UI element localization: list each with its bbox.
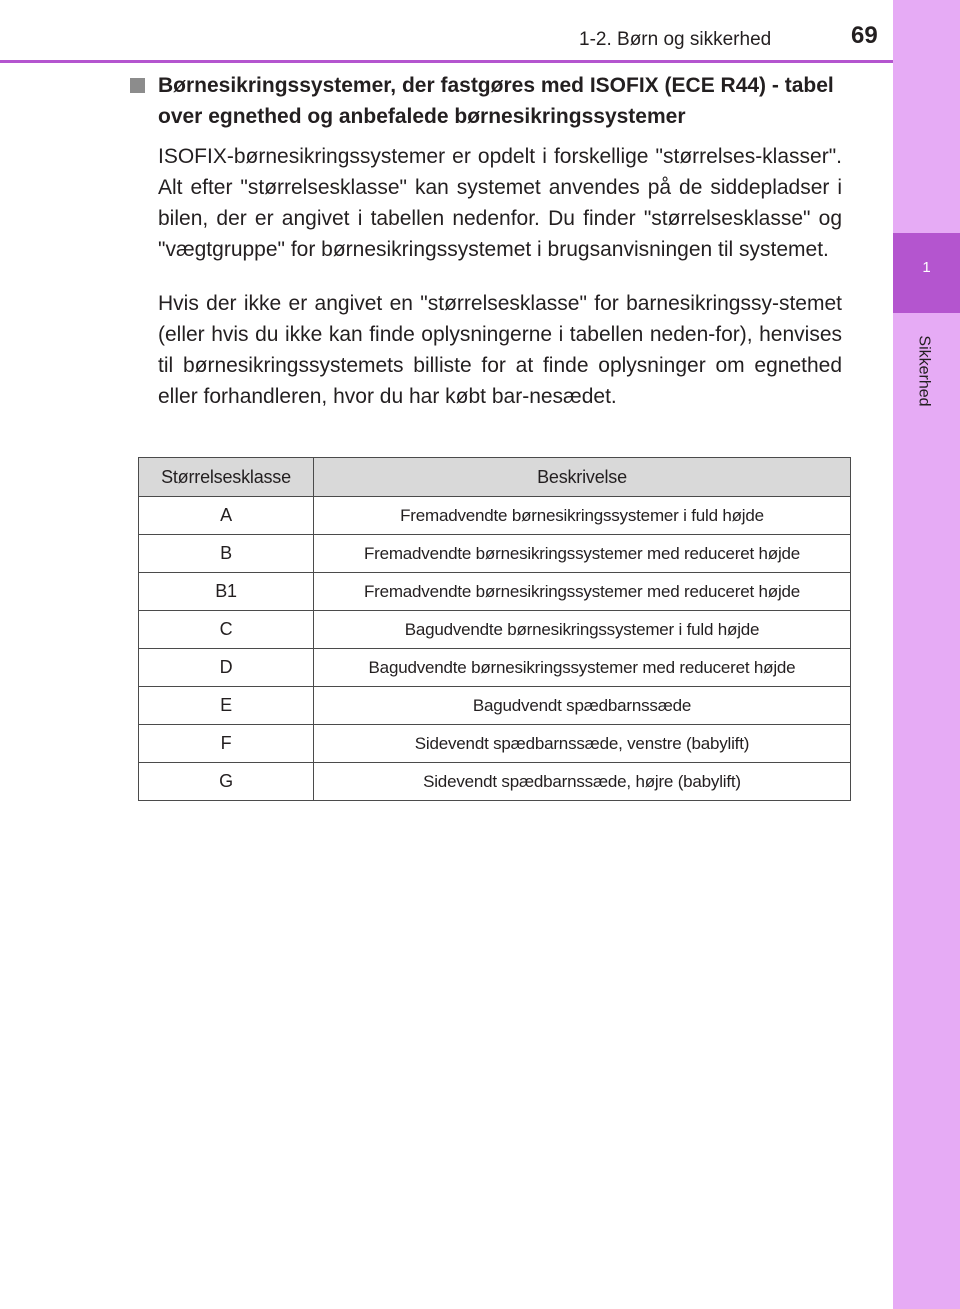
table-row: [139, 763, 851, 801]
chapter-title: [912, 326, 936, 416]
size-class-table: [138, 457, 851, 801]
chapter-tab[interactable]: [893, 233, 960, 313]
chapter-number: 1: [922, 259, 931, 276]
table-row: [139, 725, 851, 763]
size-class-cell: F: [139, 725, 314, 763]
description-cell: Fremadvendte børnesikringssystemer med reduceret højde: [314, 573, 851, 611]
column-header-size-class: Størrelsesklasse: [139, 458, 314, 497]
description-cell: Sidevendt spædbarnssæde, venstre (babylift): [314, 725, 851, 763]
table-row: [139, 611, 851, 649]
size-class-cell: A: [139, 497, 314, 535]
section-heading: [130, 70, 850, 132]
square-bullet-icon: [130, 78, 145, 93]
table-row: [139, 687, 851, 725]
description-cell: Sidevendt spædbarnssæde, højre (babylift): [314, 763, 851, 801]
table-row: [139, 535, 851, 573]
size-class-cell: D: [139, 649, 314, 687]
table-row: [139, 573, 851, 611]
paragraph: Hvis der ikke er angivet en "størrelsesklasse" for barnesikringssy-stemet (eller hvis du ikke kan finde oplysningerne i tabellen neden-for), henvises til børnesikringssystemets billiste for at finde oplysninger om egnethed eller forhandleren, hvor du har købt bar-nesædet.: [158, 292, 842, 408]
section-heading-text: Børnesikringssystemer, der fastgøres med ISOFIX (ECE R44) - tabel over egnethed og anbefalede børnesikringssystemer: [158, 74, 834, 128]
description-cell: Bagudvendte børnesikringssystemer med reduceret højde: [314, 649, 851, 687]
header-divider: [0, 60, 893, 63]
description-cell: Bagudvendte børnesikringssystemer i fuld højde: [314, 611, 851, 649]
size-class-cell: E: [139, 687, 314, 725]
table-row: [139, 497, 851, 535]
table-row: [139, 649, 851, 687]
table-header-row: [139, 458, 851, 497]
description-cell: Fremadvendte børnesikringssystemer i fuld højde: [314, 497, 851, 535]
size-class-cell: B: [139, 535, 314, 573]
size-class-cell: B1: [139, 573, 314, 611]
size-class-cell: G: [139, 763, 314, 801]
page-number: 69: [851, 22, 878, 49]
description-cell: Bagudvendt spædbarnssæde: [314, 687, 851, 725]
size-class-cell: C: [139, 611, 314, 649]
chapter-title-text: Sikkerhed: [916, 335, 933, 407]
column-header-description: Beskrivelse: [314, 458, 851, 497]
chapter-sidebar: [893, 0, 960, 1309]
breadcrumb: 1-2. Børn og sikkerhed: [579, 29, 772, 50]
description-cell: Fremadvendte børnesikringssystemer med reduceret højde: [314, 535, 851, 573]
paragraph: ISOFIX-børnesikringssystemer er opdelt i forskellige "størrelses-klasser". Alt efter "størrelsesklasse" kan systemet anvendes på de siddepladser i bilen, der er angivet i tabellen nedenfor. Du finder "størrelsesklasse" og "vægtgruppe" for børnesikringssystemet i brugsanvisningen til systemet.: [158, 145, 842, 261]
